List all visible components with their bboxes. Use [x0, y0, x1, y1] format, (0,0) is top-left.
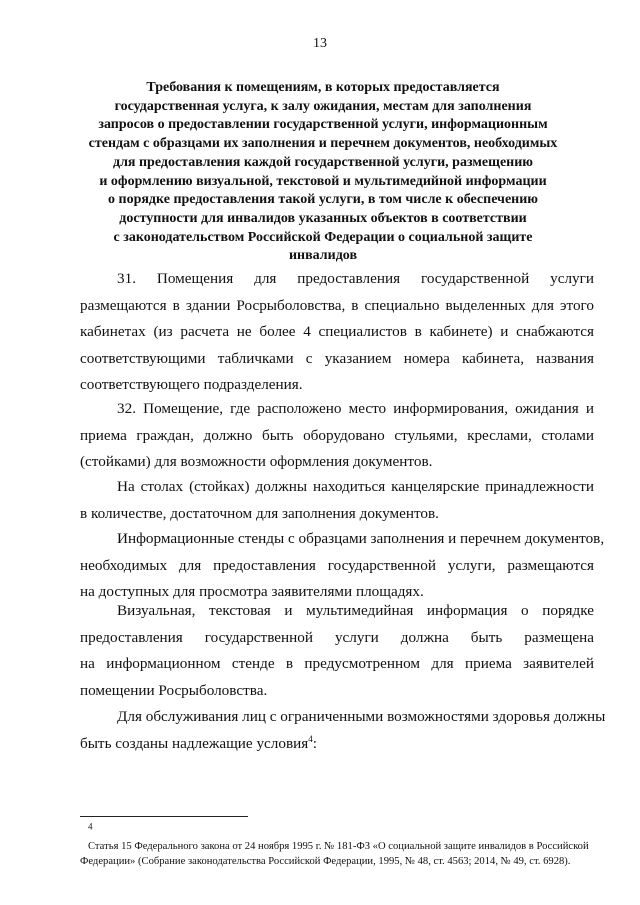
heading-line: запросов о предоставлении государственной услуги, информационным [98, 117, 548, 133]
section-heading [78, 79, 568, 266]
footnote-text: Статья 15 Федерального закона от 24 ноября 1995 г. № 181-ФЗ «О социальной защите инвалидов в Российской [88, 841, 589, 852]
paragraph-32 [80, 396, 594, 476]
paragraph-tables [80, 474, 594, 527]
paragraph-line: предоставления государственной услуги должна быть размещена [80, 628, 594, 646]
heading-line: с законодательством Российской Федерации о социальной защите [113, 229, 533, 245]
paragraph-line: Визуальная, текстовая и мультимедийная информация о порядке [117, 602, 594, 619]
paragraph-line: соответствующими табличками с указанием номера кабинета, названия [80, 349, 594, 367]
paragraph-visual-info [80, 598, 594, 704]
paragraph-line: На столах (стойках) должны находиться канцелярские принадлежности [117, 478, 594, 495]
paragraph-line: (стойками) для возможности оформления документов. [80, 453, 433, 470]
paragraph-line: помещении Росрыболовства. [80, 681, 268, 699]
footnote-reference: 4 [308, 733, 313, 744]
footnote [80, 821, 598, 869]
footnote-marker: 4 [88, 821, 93, 832]
paragraph-accessibility [80, 704, 606, 757]
paragraph-line: 32. Помещение, где расположено место информирования, ожидания и [117, 400, 594, 417]
paragraph-line: Информационные стенды с образцами заполнения и перечнем документов, [117, 530, 605, 547]
paragraph-line: размещаются в здании Росрыболовства, в специально выделенных для этого [80, 296, 594, 314]
paragraph-line [80, 731, 594, 758]
heading-line: о порядке предоставления такой услуги, в том числе к обеспечению [108, 192, 538, 208]
heading-line: стендам с образцами их заполнения и перечнем документов, необходимых [88, 136, 558, 152]
paragraph-text: быть созданы надлежащие условия [80, 734, 309, 752]
paragraph-line: Для обслуживания лиц с ограниченными возможностями здоровья должны [117, 708, 606, 725]
paragraph-31 [80, 266, 594, 399]
paragraph-stands [80, 526, 605, 606]
paragraph-line: соответствующего подразделения. [80, 376, 303, 393]
paragraph-line: на информационном стенде в предусмотренном для приема заявителей [80, 655, 594, 672]
paragraph-line: 31. Помещения для предоставления государственной услуги [117, 270, 594, 287]
heading-line: инвалидов [288, 248, 358, 264]
paragraph-line: приема граждан, должно быть оборудовано стульями, креслами, столами [80, 426, 594, 444]
paragraph-text: : [312, 734, 317, 752]
heading-line: государственная услуга, к залу ожидания, местам для заполнения [114, 98, 532, 114]
footnote-separator [80, 816, 248, 817]
paragraph-line: в количестве, достаточном для заполнения документов. [80, 504, 439, 522]
heading-line: и оформлению визуальной, текстовой и мультимедийной информации [99, 173, 547, 189]
paragraph-line: необходимых для предоставления государственной услуги, размещаются [80, 556, 594, 574]
heading-line: доступности для инвалидов указанных объектов в соответствии [119, 210, 527, 226]
footnote-line: Федерации» (Собрание законодательства Российской Федерации, 1995, № 48, ст. 4563; 2014, № 49, ст. 6928). [80, 856, 571, 867]
footnote-line [80, 821, 598, 854]
page-number: 13 [313, 36, 327, 51]
paragraph-line: на доступных для просмотра заявителями площадях. [80, 583, 424, 600]
heading-line: для предоставления каждой государственной услуги, размещению [112, 154, 534, 170]
heading-line: Требования к помещениям, в которых предоставляется [146, 80, 500, 95]
paragraph-line: кабинетах (из расчета не более 4 специалистов в кабинете) и снабжаются [80, 323, 594, 340]
